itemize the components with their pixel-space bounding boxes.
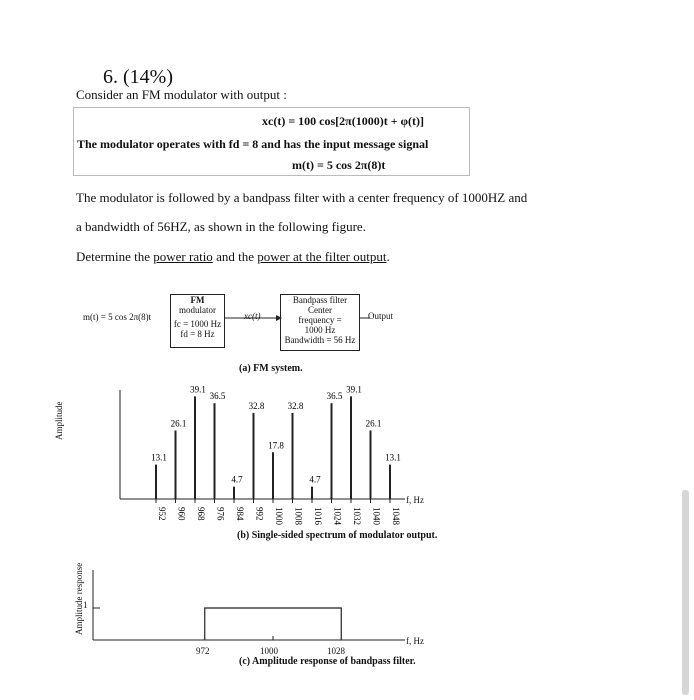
spectrum-tick-label: 984 [235,507,245,521]
spectrum-value-label: 39.1 [346,384,362,395]
spectrum-value-label: 36.5 [326,391,343,402]
spectrum-tick-label: 1008 [293,507,304,525]
spectrum-tick-label: 976 [215,507,226,521]
spectrum-tick-label: 1000 [274,507,284,525]
bpf-line-5: Bandwidth = 56 Hz [284,335,356,345]
spectrum-value-label: 36.5 [209,391,226,402]
power-output-text: power at the filter output [257,249,387,264]
bpf-line-2: Center [308,305,332,315]
bpf-line-4: 1000 Hz [304,325,336,335]
bpf-line-1: Bandpass filter [292,295,348,305]
spectrum-chart [60,380,460,540]
scrollbar[interactable] [682,490,689,695]
fm-fc: fc = 1000 Hz [173,319,222,329]
spectrum-value-label: 17.8 [268,440,284,451]
spectrum-value-label: 13.1 [385,452,401,463]
spectrum-value-label: 26.1 [365,418,382,429]
question-intro: Consider an FM modulator with output : [76,87,287,102]
output-label: Output [368,311,394,321]
fm-sub: modulator [179,305,216,315]
input-signal-label: m(t) = 5 cos 2π(8)t [83,312,152,322]
spectrum-value-label: 13.1 [151,452,167,463]
eq-fd-line: The modulator operates with fd = 8 and has the input message signal [77,137,429,151]
spectrum-xlabel: f, Hz [406,495,424,505]
caption-a: (a) FM system. [239,363,303,374]
filter-response-line [205,608,342,640]
spectrum-value-label: 4.7 [309,474,321,485]
spectrum-tick-label: 1032 [352,507,362,525]
paragraph-3: Determine the power ratio and the power at the filter output. [76,249,390,264]
caption-c: (c) Amplitude response of bandpass filter. [239,656,416,667]
spectrum-value-label: 4.7 [231,474,243,485]
xc-label: xc(t) [244,311,261,321]
filter-xtick-972: 972 [196,646,210,656]
spectrum-value-label: 32.8 [287,400,304,411]
filter-xtick-1000: 1000 [260,646,278,656]
eq-output: xc(t) = 100 cos[2π(1000)t + φ(t)] [262,114,425,128]
bandpass-filter-block [280,294,360,351]
spectrum-tick-label: 992 [254,507,265,521]
eq-message: m(t) = 5 cos 2π(8)t [292,158,386,172]
filter-chart [60,560,460,660]
spectrum-value-label: 32.8 [248,400,265,411]
spectrum-tick-label: 1024 [332,507,343,525]
filter-ylabel: Amplitude response [74,562,84,635]
paragraph-1: The modulator is followed by a bandpass filter with a center frequency of 1000HZ and [76,190,528,205]
filter-xtick-1028: 1028 [327,646,345,656]
filter-xlabel: f, Hz [406,636,424,646]
fm-modulator-block [170,294,225,348]
spectrum-tick-label: 960 [176,507,187,521]
power-ratio-text: power ratio [153,249,213,264]
filter-ytick-label: 1 [83,600,88,610]
spectrum-value-label: 39.1 [190,384,206,395]
spectrum-value-label: 26.1 [170,418,187,429]
spectrum-tick-label: 1048 [391,507,401,525]
bpf-line-3: frequency = [298,315,342,325]
spectrum-tick-label: 1040 [371,507,382,525]
paragraph-2: a bandwidth of 56HZ, as shown in the following figure. [76,219,366,234]
caption-b: (b) Single-sided spectrum of modulator output. [237,530,438,541]
spectrum-tick-label: 968 [196,507,206,521]
spectrum-tick-label: 952 [157,507,167,521]
spectrum-tick-label: 1016 [313,507,323,525]
fm-fd: fd = 8 Hz [180,329,215,339]
equation-box [73,107,470,176]
fm-title: FM [190,295,205,305]
spectrum-ylabel: Amplitude [54,401,64,440]
question-number: 6. (14%) [103,66,173,88]
